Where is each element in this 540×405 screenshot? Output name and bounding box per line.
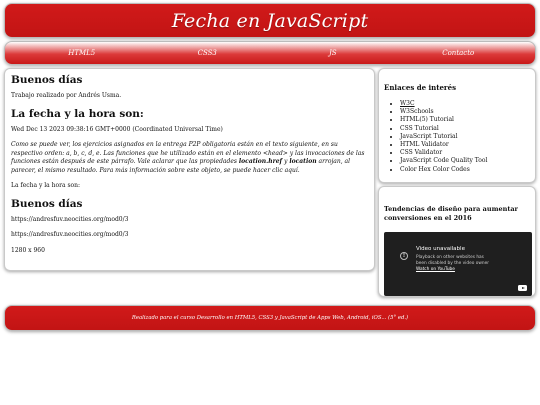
- link-w3schools[interactable]: W3Schools: [400, 108, 434, 116]
- list-item: [400, 125, 530, 133]
- list-item: [400, 100, 530, 108]
- links-list: [384, 100, 530, 174]
- url-output-1: https://andresfuv.neocities.org/mod0/3: [11, 215, 129, 223]
- list-item: [400, 133, 530, 141]
- list-item: [400, 149, 530, 157]
- link-color-codes[interactable]: Color Hex Color Codes: [400, 165, 470, 173]
- links-sidebar: [378, 68, 536, 183]
- note-text-3[interactable]: arrojan, al parecer, el mismo resultado. Para más información sobre este objeto, se puede hacer clic aquí.: [11, 158, 351, 174]
- watch-on-youtube-link[interactable]: Watch on YouTube: [416, 267, 455, 272]
- note-code-location-href: location.href: [238, 158, 283, 165]
- list-item: [400, 141, 530, 149]
- note-text-1: Como se puede ver, los ejercicios asignados en la entrega P2P obligatoria están en el texto siguiente, en su respectivo orden: a, b, c, d, e. Las funciones que he utilizado están en el elemento <head> y las invocaciones de las funciones están después de este párrafo. Vale aclarar que las propiedades: [11, 141, 365, 165]
- date-value: Wed Dec 13 2023 09:38:16 GMT+0000 (Coordinated Universal Time): [11, 125, 223, 133]
- list-item: [400, 116, 530, 124]
- date-heading: La fecha y la hora son:: [11, 107, 144, 120]
- links-title: Enlaces de interés: [384, 83, 457, 92]
- link-html-validator[interactable]: HTML Validator: [400, 141, 449, 149]
- list-item: [400, 157, 530, 165]
- site-header: [4, 3, 536, 38]
- trends-title: Tendencias de diseño para aumentar conversiones en el 2016: [384, 205, 518, 222]
- nav-link-js[interactable]: JS: [328, 49, 337, 57]
- nav-link-contacto[interactable]: Contacto: [442, 49, 475, 57]
- link-css-validator[interactable]: CSS Validator: [400, 149, 443, 157]
- assignment-note: [11, 141, 368, 175]
- youtube-logo-icon[interactable]: [518, 285, 527, 291]
- footer-text: Realizado para el curso Desarrollo en HTML5, CSS3 y JavaScript de Apps Web, Android, iOS... (5° ed.): [131, 315, 409, 321]
- list-item: [400, 108, 530, 116]
- link-js-tutorial[interactable]: JavaScript Tutorial: [400, 132, 458, 140]
- video-title: Video unavailable: [416, 246, 465, 252]
- link-js-quality-tool[interactable]: JavaScript Code Quality Tool: [400, 157, 488, 165]
- greeting-heading-2: Buenos días: [11, 197, 83, 210]
- nav-link-css3[interactable]: CSS3: [197, 49, 217, 57]
- warning-icon: !: [400, 252, 408, 260]
- main-nav: [4, 41, 536, 65]
- link-css-tutorial[interactable]: CSS Tutorial: [400, 124, 439, 132]
- video-description: Playback on other websites has been disabled by the video owner: [416, 255, 489, 266]
- greeting-heading: Buenos días: [11, 74, 83, 86]
- note-text-2: y: [282, 158, 290, 165]
- trends-sidebar: [378, 186, 536, 297]
- note-code-location: location: [289, 158, 317, 165]
- embedded-video[interactable]: [384, 232, 532, 296]
- link-w3c[interactable]: W3C: [400, 100, 415, 107]
- screen-resolution: 1280 x 960: [11, 246, 45, 254]
- site-title: Fecha en JavaScript: [171, 10, 369, 32]
- site-footer: [4, 305, 536, 331]
- link-html-tutorial[interactable]: HTML(5) Tutorial: [400, 116, 454, 124]
- author-text: Trabajo realizado por Andrés Usma.: [11, 92, 122, 99]
- list-item: [400, 166, 530, 174]
- main-content: [4, 68, 375, 271]
- date-label: La fecha y la hora son:: [11, 182, 81, 189]
- nav-link-html5[interactable]: HTML5: [68, 49, 96, 57]
- url-output-2: https://andresfuv.neocities.org/mod0/3: [11, 231, 129, 238]
